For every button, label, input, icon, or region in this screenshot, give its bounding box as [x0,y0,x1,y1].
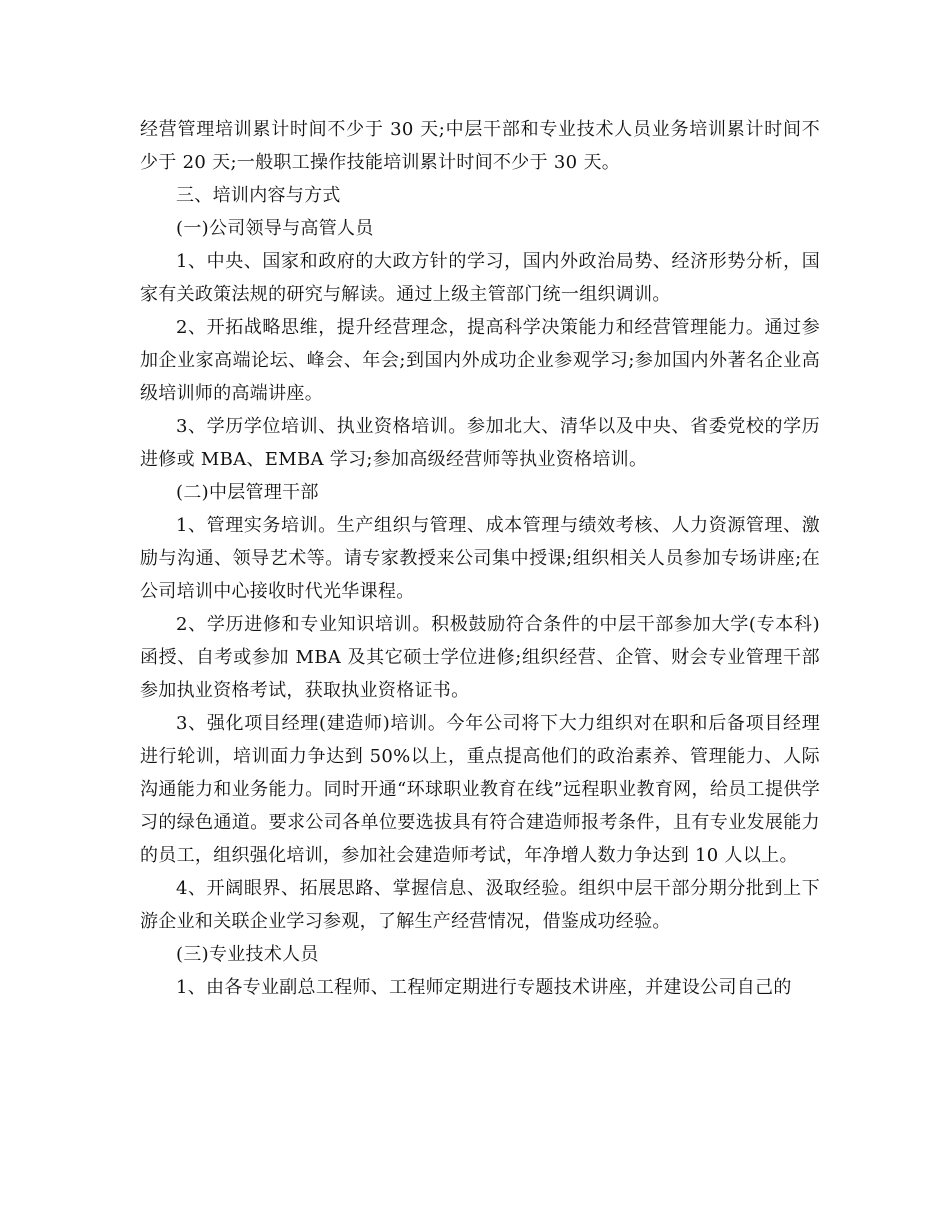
paragraph-technical-1: 1、由各专业副总工程师、工程师定期进行专题技术讲座，并建设公司自己的 [176,977,792,998]
subsection-heading-technical-staff: (三)专业技术人员 [176,944,319,965]
subsection-heading-leaders: (一)公司领导与高管人员 [176,218,374,239]
document-body [140,113,820,1004]
paragraph-continuation: 经营管理培训累计时间不少于 30 天;中层干部和专业技术人员业务培训累计时间不少于 20 天;一般职工操作技能培训累计时间不少于 30 天。 [140,119,820,173]
paragraph-leaders-2: 2、开拓战略思维，提升经营理念，提高科学决策能力和经营管理能力。通过参加企业家高端论坛、峰会、年会;到国内外成功企业参观学习;参加国内外著名企业高级培训师的高端讲座。 [140,317,820,404]
section-heading-training-content: 三、培训内容与方式 [176,185,341,206]
subsection-heading-middle-managers: (二)中层管理干部 [176,482,319,503]
paragraph-middle-3: 3、强化项目经理(建造师)培训。今年公司将下大力组织对在职和后备项目经理进行轮训，培训面力争达到 50%以上，重点提高他们的政治素养、管理能力、人际沟通能力和业务能力。同时开通“环球职业教育在线”远程职业教育网，给员工提供学习的绿色通道。要求公司各单位要选拔具有符合建造师报考条件，且有专业发展能力的员工，组织强化培训，参加社会建造师考试，年净增人数力争达到 10 人以上。 [140,713,820,866]
paragraph-leaders-3: 3、学历学位培训、执业资格培训。参加北大、清华以及中央、省委党校的学历进修或 MBA、EMBA 学习;参加高级经营师等执业资格培训。 [140,416,820,470]
paragraph-middle-2: 2、学历进修和专业知识培训。积极鼓励符合条件的中层干部参加大学(专本科)函授、自考或参加 MBA 及其它硕士学位进修;组织经营、企管、财会专业管理干部参加执业资格考试，获取执业资格证书。 [140,614,820,701]
paragraph-leaders-1: 1、中央、国家和政府的大政方针的学习，国内外政治局势、经济形势分析，国家有关政策法规的研究与解读。通过上级主管部门统一组织调训。 [140,251,820,305]
paragraph-middle-4: 4、开阔眼界、拓展思路、掌握信息、汲取经验。组织中层干部分期分批到上下游企业和关联企业学习参观，了解生产经营情况，借鉴成功经验。 [140,878,820,932]
paragraph-middle-1: 1、管理实务培训。生产组织与管理、成本管理与绩效考核、人力资源管理、激励与沟通、领导艺术等。请专家教授来公司集中授课;组织相关人员参加专场讲座;在公司培训中心接收时代光华课程。 [140,515,820,602]
